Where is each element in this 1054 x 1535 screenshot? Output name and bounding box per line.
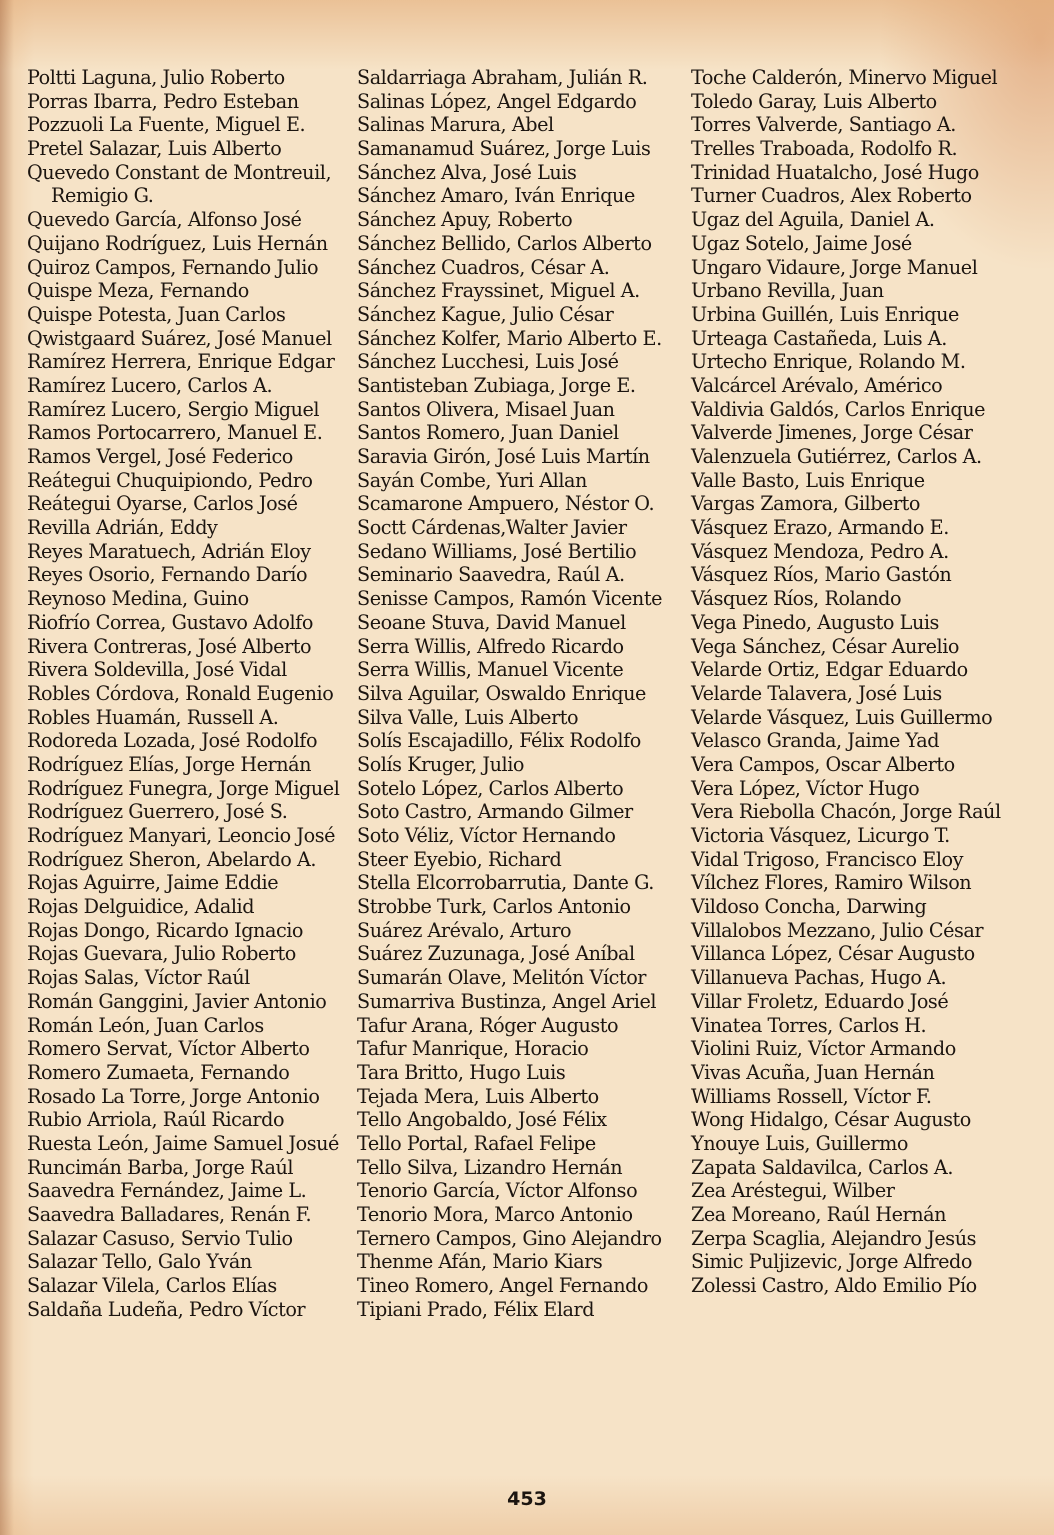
name-entry: Santos Romero, Juan Daniel [357, 421, 619, 445]
name-entry: Sánchez Amaro, Iván Enrique [357, 184, 635, 208]
name-entry: Ramírez Lucero, Carlos A. [27, 373, 273, 397]
name-entry: Pozzuoli La Fuente, Miguel E. [27, 113, 306, 137]
name-entry: Rivera Contreras, José Alberto [27, 634, 312, 658]
name-entry: Zea Moreano, Raúl Hernán [691, 1203, 947, 1226]
name-entry: Silva Aguilar, Oswaldo Enrique [357, 681, 646, 705]
name-entry: Trelles Traboada, Rodolfo R. [691, 137, 958, 161]
name-entry: Qwistgaard Suárez, José Manuel [27, 326, 332, 350]
name-entry: Steer Eyebio, Richard [357, 847, 562, 871]
name-entry: Vivas Acuña, Juan Hernán [691, 1060, 935, 1084]
name-entry: Salazar Casuso, Servio Tulio [27, 1226, 293, 1250]
name-entry: Ugaz Sotelo, Jaime José [691, 231, 912, 255]
name-entry: Quevedo Constant de Montreuil, [27, 160, 332, 184]
name-entry: Serra Willis, Alfredo Ricardo [357, 634, 624, 658]
name-entry: Valenzuela Gutiérrez, Carlos A. [691, 445, 982, 468]
name-entry: Violini Ruiz, Víctor Armando [691, 1037, 956, 1061]
name-entry: Suárez Arévalo, Arturo [357, 918, 572, 942]
name-entry: Zea Aréstegui, Wilber [691, 1179, 895, 1203]
name-entry: Vinatea Torres, Carlos H. [691, 1013, 927, 1037]
name-entry: Silva Valle, Luis Alberto [357, 705, 579, 729]
name-entry: Quiroz Campos, Fernando Julio [27, 255, 319, 279]
name-entry: Sánchez Kolfer, Mario Alberto E. [357, 326, 662, 350]
name-entry: Turner Cuadros, Alex Roberto [691, 184, 972, 208]
name-entry: Urbina Guillén, Luis Enrique [691, 302, 959, 326]
name-entry: Soto Véliz, Víctor Hernando [357, 824, 616, 847]
name-entry: Reátegui Oyarse, Carlos José [27, 492, 298, 516]
name-entry: Samanamud Suárez, Jorge Luis [357, 137, 651, 161]
name-entry: Robles Córdova, Ronald Eugenio [27, 681, 334, 705]
name-entry: Román León, Juan Carlos [27, 1013, 264, 1037]
name-entry: Sumarán Olave, Melitón Víctor [357, 966, 647, 990]
name-entry: Rojas Dongo, Ricardo Ignacio [27, 918, 304, 942]
name-entry: Saravia Girón, José Luis Martín [357, 445, 650, 468]
name-entry: Villar Froletz, Eduardo José [691, 989, 949, 1013]
name-entry: Sedano Williams, José Bertilio [357, 539, 637, 563]
name-entry: Vargas Zamora, Gilberto [691, 492, 921, 516]
name-entry: Valle Basto, Luis Enrique [691, 468, 925, 492]
name-entry: Tello Silva, Lizandro Hernán [357, 1155, 623, 1179]
name-entry: Strobbe Turk, Carlos Antonio [357, 895, 631, 919]
name-entry: Velasco Granda, Jaime Yad [691, 729, 940, 753]
name-entry: Rojas Guevara, Julio Roberto [27, 942, 296, 966]
name-entry: Tenorio Mora, Marco Antonio [357, 1203, 633, 1226]
name-entry: Urbano Revilla, Juan [691, 279, 884, 303]
name-entry: Rivera Soldevilla, José Vidal [27, 658, 287, 682]
name-entry: Vera López, Víctor Hugo [691, 776, 920, 800]
name-entry: Sotelo López, Carlos Alberto [357, 776, 624, 800]
name-entry: Porras Ibarra, Pedro Esteban [27, 89, 299, 113]
name-entry: Vildoso Concha, Darwing [691, 895, 927, 919]
name-entry: Vega Sánchez, César Aurelio [691, 634, 959, 658]
name-entry: Quispe Potesta, Juan Carlos [27, 302, 286, 326]
name-entry: Zapata Saldavilca, Carlos A. [691, 1155, 953, 1179]
name-entry: Ruesta León, Jaime Samuel Josué [27, 1131, 339, 1155]
name-entry: Tenorio García, Víctor Alfonso [357, 1179, 638, 1203]
name-entry: Torres Valverde, Santiago A. [691, 113, 956, 137]
name-entry: Thenme Afán, Mario Kiars [357, 1250, 603, 1274]
name-entry: Quispe Meza, Fernando [27, 279, 249, 303]
name-entry: Soctt Cárdenas,Walter Javier [357, 516, 627, 540]
name-entry: Vásquez Ríos, Rolando [691, 587, 902, 611]
name-entry: Velarde Ortiz, Edgar Eduardo [691, 658, 968, 682]
name-entry: Stella Elcorrobarrutia, Dante G. [357, 871, 654, 895]
name-entry: Rubio Arriola, Raúl Ricardo [27, 1108, 285, 1132]
name-entry: Zerpa Scaglia, Alejandro Jesús [691, 1226, 977, 1250]
name-entry: Revilla Adrián, Eddy [27, 516, 218, 540]
name-entry: Tafur Manrique, Horacio [357, 1037, 589, 1061]
name-entry: Solís Kruger, Julio [357, 752, 525, 776]
name-entry: Salazar Tello, Galo Yván [27, 1250, 252, 1274]
name-entry: Vidal Trigoso, Francisco Eloy [691, 847, 964, 871]
name-entry: Tello Angobaldo, José Félix [357, 1108, 607, 1132]
name-column-3 [691, 66, 1001, 1298]
name-entry: Runcimán Barba, Jorge Raúl [27, 1155, 294, 1179]
name-entry: Seoane Stuva, David Manuel [357, 610, 626, 634]
name-column-2 [357, 66, 662, 1321]
name-entry: Sánchez Apuy, Roberto [357, 208, 573, 232]
name-entry: Scamarone Ampuero, Néstor O. [357, 492, 655, 516]
name-entry: Tello Portal, Rafael Felipe [357, 1131, 596, 1155]
name-entry: Rodoreda Lozada, José Rodolfo [27, 729, 318, 753]
name-entry: Zolessi Castro, Aldo Emilio Pío [691, 1274, 977, 1298]
name-entry: Urteaga Castañeda, Luis A. [691, 326, 947, 350]
name-entry: Saldaña Ludeña, Pedro Víctor [27, 1297, 306, 1321]
name-entry: Serra Willis, Manuel Vicente [357, 658, 624, 682]
name-entry: Vera Riebolla Chacón, Jorge Raúl [691, 800, 1001, 824]
name-entry: Seminario Saavedra, Raúl A. [357, 563, 625, 587]
page-number: 453 [507, 1488, 547, 1510]
name-entry: Villanueva Pachas, Hugo A. [691, 966, 947, 990]
name-entry: Rosado La Torre, Jorge Antonio [27, 1084, 320, 1108]
name-entry: Román Ganggini, Javier Antonio [27, 989, 327, 1013]
name-entry: Toche Calderón, Minervo Miguel [691, 66, 998, 89]
name-entry: Pretel Salazar, Luis Alberto [27, 137, 282, 161]
name-entry: Riofrío Correa, Gustavo Adolfo [27, 610, 313, 634]
name-entry: Ternero Campos, Gino Alejandro [357, 1226, 662, 1250]
name-entry: Remigio G. [51, 184, 154, 208]
name-entry: Vásquez Ríos, Mario Gastón [691, 563, 952, 587]
name-entry: Rodríguez Sheron, Abelardo A. [27, 847, 317, 871]
name-entry: Rojas Salas, Víctor Raúl [27, 966, 250, 990]
name-entry: Ungaro Vidaure, Jorge Manuel [691, 255, 978, 279]
name-entry: Saldarriaga Abraham, Julián R. [357, 66, 648, 89]
name-entry: Velarde Talavera, José Luis [691, 681, 942, 705]
name-entry: Valverde Jimenes, Jorge César [691, 421, 973, 445]
name-entry: Villalobos Mezzano, Julio César [691, 918, 984, 942]
name-entry: Romero Zumaeta, Fernando [27, 1060, 290, 1084]
name-entry: Toledo Garay, Luis Alberto [691, 89, 937, 113]
name-entry: Vega Pinedo, Augusto Luis [691, 610, 939, 634]
name-entry: Tipiani Prado, Félix Elard [357, 1297, 595, 1321]
name-entry: Vásquez Mendoza, Pedro A. [691, 539, 949, 563]
name-entry: Villanca López, César Augusto [691, 942, 975, 966]
name-entry: Tafur Arana, Róger Augusto [357, 1013, 619, 1037]
name-entry: Poltti Laguna, Julio Roberto [27, 66, 285, 89]
name-column-1 [27, 66, 339, 1321]
name-entry: Ramírez Lucero, Sergio Miguel [27, 397, 320, 421]
name-entry: Tejada Mera, Luis Alberto [357, 1084, 599, 1108]
name-entry: Rodríguez Guerrero, José S. [27, 800, 288, 824]
name-entry: Rodríguez Elías, Jorge Hernán [27, 752, 312, 776]
name-entry: Rodríguez Manyari, Leoncio José [27, 824, 336, 847]
name-entry: Salazar Vilela, Carlos Elías [27, 1274, 277, 1298]
name-entry: Saavedra Fernández, Jaime L. [27, 1179, 307, 1203]
name-entry: Santisteban Zubiaga, Jorge E. [357, 373, 636, 397]
name-entry: Quijano Rodríguez, Luis Hernán [27, 231, 328, 255]
name-entry: Sánchez Lucchesi, Luis José [357, 350, 619, 374]
name-entry: Rodríguez Funegra, Jorge Miguel [27, 776, 340, 800]
name-entry: Sumarriva Bustinza, Angel Ariel [357, 989, 657, 1013]
name-entry: Robles Huamán, Russell A. [27, 705, 279, 729]
name-entry: Sayán Combe, Yuri Allan [357, 468, 587, 492]
name-entry: Reyes Maratuech, Adrián Eloy [27, 539, 311, 563]
name-entry: Solís Escajadillo, Félix Rodolfo [357, 729, 641, 753]
name-entry: Ramos Portocarrero, Manuel E. [27, 421, 323, 445]
name-entry: Romero Servat, Víctor Alberto [27, 1037, 310, 1061]
name-entry: Valcárcel Arévalo, Américo [691, 373, 943, 397]
name-entry: Tara Britto, Hugo Luis [357, 1060, 566, 1084]
name-entry: Sánchez Kague, Julio César [357, 302, 614, 326]
name-entry: Vera Campos, Oscar Alberto [691, 752, 955, 776]
name-entry: Salinas López, Angel Edgardo [357, 89, 637, 113]
name-entry: Simic Puljizevic, Jorge Alfredo [691, 1250, 972, 1274]
name-entry: Soto Castro, Armando Gilmer [357, 800, 633, 824]
name-entry: Saavedra Balladares, Renán F. [27, 1203, 312, 1226]
name-entry: Vílchez Flores, Ramiro Wilson [691, 871, 972, 895]
name-entry: Velarde Vásquez, Luis Guillermo [691, 705, 993, 729]
name-entry: Trinidad Huatalcho, José Hugo [691, 160, 979, 184]
name-entry: Ugaz del Aguila, Daniel A. [691, 208, 935, 232]
name-entry: Wong Hidalgo, César Augusto [691, 1108, 971, 1132]
name-entry: Rojas Aguirre, Jaime Eddie [27, 871, 279, 895]
name-entry: Tineo Romero, Angel Fernando [357, 1274, 649, 1298]
name-entry: Senisse Campos, Ramón Vicente [357, 587, 662, 611]
name-entry: Suárez Zuzunaga, José Aníbal [357, 942, 635, 966]
name-entry: Sánchez Cuadros, César A. [357, 255, 610, 279]
name-entry: Santos Olivera, Misael Juan [357, 397, 615, 421]
name-entry: Reyes Osorio, Fernando Darío [27, 563, 308, 587]
name-entry: Reátegui Chuquipiondo, Pedro [27, 468, 313, 492]
name-entry: Urtecho Enrique, Rolando M. [691, 350, 966, 374]
name-entry: Williams Rossell, Víctor F. [691, 1084, 932, 1108]
name-entry: Rojas Delguidice, Adalid [27, 895, 255, 919]
name-entry: Vásquez Erazo, Armando E. [691, 516, 949, 540]
name-entry: Reynoso Medina, Guino [27, 587, 249, 611]
name-entry: Valdivia Galdós, Carlos Enrique [691, 397, 986, 421]
name-entry: Ramos Vergel, José Federico [27, 445, 293, 468]
name-entry: Quevedo García, Alfonso José [27, 208, 302, 232]
name-entry: Sánchez Bellido, Carlos Alberto [357, 231, 652, 255]
name-entry: Salinas Marura, Abel [357, 113, 554, 137]
name-entry: Sánchez Alva, José Luis [357, 160, 577, 184]
name-entry: Ramírez Herrera, Enrique Edgar [27, 350, 335, 374]
name-entry: Victoria Vásquez, Licurgo T. [691, 824, 950, 847]
name-entry: Sánchez Frayssinet, Miguel A. [357, 279, 640, 303]
name-entry: Ynouye Luis, Guillermo [691, 1131, 908, 1155]
